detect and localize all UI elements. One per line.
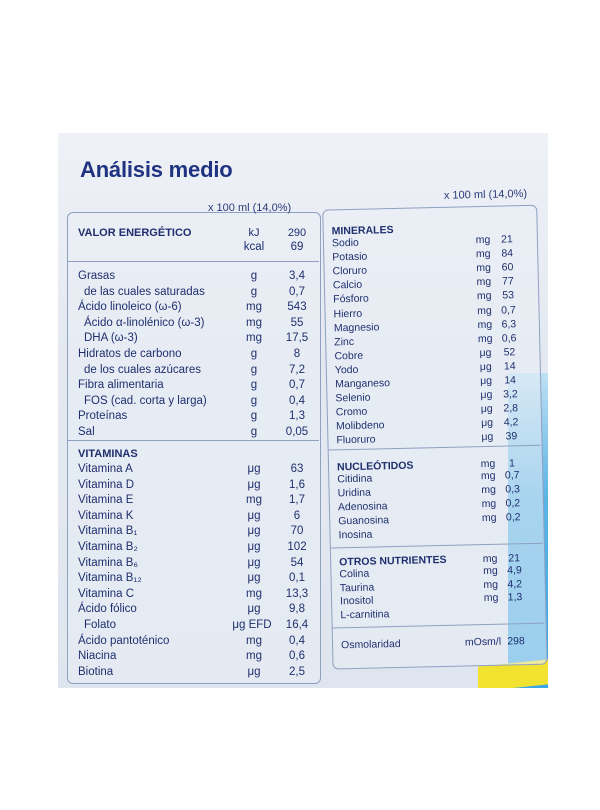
row-value: 8	[273, 347, 321, 361]
row-unit: μg	[233, 571, 275, 585]
row-unit: μg	[233, 524, 275, 538]
row-label: Guanosina	[338, 513, 389, 528]
row-value: 3,2	[499, 387, 521, 401]
row-unit: μg	[233, 540, 275, 554]
row-label: Calcio	[333, 278, 362, 293]
row-value: 55	[273, 316, 321, 330]
row-unit: mg	[233, 634, 275, 648]
row-label: Fluoruro	[336, 433, 375, 448]
row-label: L-carnitina	[340, 607, 389, 622]
row-label: Inositol	[340, 594, 374, 609]
row-label: Citidina	[337, 472, 372, 487]
row-label: Vitamina B₆	[78, 556, 138, 570]
row-unit: mg	[233, 587, 275, 601]
row-label: de las cuales saturadas	[78, 285, 205, 299]
vitamins-header: VITAMINAS	[78, 447, 138, 461]
row-label: DHA (ω-3)	[78, 331, 138, 345]
row-value: 6,3	[498, 317, 520, 331]
minerals-header: MINERALES	[332, 223, 394, 238]
row-unit: μg	[476, 402, 498, 416]
row-label: Molibdeno	[336, 419, 385, 434]
row-value: 102	[273, 540, 321, 554]
row-value: 21	[496, 232, 518, 246]
row-value: 0,7	[497, 303, 519, 317]
row-unit: μg	[476, 416, 498, 430]
row-unit: g	[233, 363, 275, 377]
energy-value: 290	[273, 226, 321, 240]
row-value: 16,4	[273, 618, 321, 632]
row-value: 60	[496, 260, 518, 274]
row-unit: μg EFD	[226, 618, 278, 632]
row-label: Cromo	[336, 405, 368, 420]
row-unit: mg	[472, 233, 494, 247]
row-value: 70	[273, 524, 321, 538]
row-value: 13,3	[273, 587, 321, 601]
row-value: 1,6	[273, 478, 321, 492]
row-value: 0,7	[501, 468, 523, 482]
nucleotides-header: NUCLEÓTIDOS	[337, 459, 414, 475]
row-label: Ácido pantoténico	[78, 634, 169, 648]
row-value: 1,7	[273, 493, 321, 507]
page-title: Análisis medio	[80, 157, 232, 183]
row-label: Fibra alimentaria	[78, 378, 164, 392]
row-value: 0,2	[502, 510, 524, 524]
row-unit: mg	[233, 649, 275, 663]
row-unit: mg	[474, 331, 496, 345]
row-label: Vitamina C	[78, 587, 134, 601]
row-label: Ácido α-linolénico (ω-3)	[78, 316, 204, 330]
row-unit: mg	[478, 497, 500, 511]
row-label: Vitamina E	[78, 493, 133, 507]
row-value: 4,9	[503, 563, 525, 577]
row-value: 2,5	[273, 665, 321, 679]
row-value: 1,3	[273, 409, 321, 423]
row-label: Hierro	[333, 306, 362, 321]
row-unit: mg	[233, 316, 275, 330]
row-value: 39	[500, 430, 522, 444]
energy-unit: kJ	[233, 226, 275, 240]
row-value: 54	[273, 556, 321, 570]
osmolarity-unit: mOsm/l	[463, 635, 503, 650]
osmolarity-value: 298	[505, 634, 527, 648]
row-value: 0,3	[501, 482, 523, 496]
row-label: Folato	[78, 618, 116, 632]
row-value: 53	[497, 289, 519, 303]
row-value: 63	[273, 462, 321, 476]
row-label: Colina	[339, 567, 369, 582]
row-label: Ácido linoleico (ω-6)	[78, 300, 182, 314]
energy-header: VALOR ENERGÉTICO	[78, 226, 191, 240]
row-value: 0,05	[273, 425, 321, 439]
row-unit: g	[233, 285, 275, 299]
row-unit: g	[233, 378, 275, 392]
row-label: Vitamina B₁₂	[78, 571, 142, 585]
row-value: 0,6	[273, 649, 321, 663]
row-label: Selenio	[335, 391, 370, 406]
row-value: 0,6	[498, 331, 520, 345]
nucleotides-unit: mg	[477, 457, 499, 471]
row-value: 4,2	[500, 415, 522, 429]
row-unit: μg	[475, 360, 497, 374]
row-label: Vitamina A	[78, 462, 133, 476]
row-value: 0,2	[502, 496, 524, 510]
row-value: 52	[498, 345, 520, 359]
row-value: 84	[496, 246, 518, 260]
row-label: Sodio	[332, 236, 359, 251]
row-label: Grasas	[78, 269, 115, 283]
row-unit: g	[233, 394, 275, 408]
row-value: 0,7	[273, 378, 321, 392]
per-100ml-label-right: x 100 ml (14,0%)	[444, 188, 527, 202]
row-value: 0,1	[273, 571, 321, 585]
row-unit: μg	[233, 462, 275, 476]
row-unit: mg	[233, 300, 275, 314]
row-value: 4,2	[504, 577, 526, 591]
energy-unit: kcal	[233, 240, 275, 254]
row-value: 7,2	[273, 363, 321, 377]
row-unit: g	[233, 269, 275, 283]
row-label: de los cuales azúcares	[78, 363, 201, 377]
row-value: 0,4	[273, 394, 321, 408]
row-unit: mg	[233, 331, 275, 345]
row-label: FOS (cad. corta y larga)	[78, 394, 207, 408]
row-unit: mg	[479, 564, 501, 578]
row-label: Vitamina B₂	[78, 540, 138, 554]
row-value: 2,8	[500, 401, 522, 415]
row-value: 543	[273, 300, 321, 314]
row-value: 0,7	[273, 285, 321, 299]
row-value: 3,4	[273, 269, 321, 283]
row-unit: g	[233, 347, 275, 361]
row-label: Vitamina K	[78, 509, 133, 523]
row-value: 9,8	[273, 602, 321, 616]
row-unit: mg	[477, 483, 499, 497]
row-label: Cobre	[334, 349, 363, 364]
row-unit: μg	[475, 374, 497, 388]
row-unit: mg	[473, 303, 495, 317]
row-unit: mg	[474, 317, 496, 331]
row-value: 1,3	[504, 590, 526, 604]
row-label: Manganeso	[335, 376, 390, 391]
row-unit: μg	[233, 556, 275, 570]
row-label: Adenosina	[338, 499, 388, 514]
row-value: 77	[497, 274, 519, 288]
minerals-list	[0, 0, 590, 10]
row-label: Proteínas	[78, 409, 127, 423]
row-unit: μg	[233, 478, 275, 492]
row-unit: g	[233, 409, 275, 423]
row-unit: mg	[473, 289, 495, 303]
row-label: Ácido fólico	[78, 602, 137, 616]
row-value: 14	[499, 359, 521, 373]
other-nutrients-header: OTROS NUTRIENTES	[339, 553, 447, 569]
row-label: Magnesio	[334, 320, 380, 335]
row-label: Niacina	[78, 649, 116, 663]
row-unit: μg	[233, 509, 275, 523]
row-unit: μg	[233, 665, 275, 679]
energy-value: 69	[273, 240, 321, 254]
row-label: Zinc	[334, 335, 354, 349]
row-unit: mg	[473, 275, 495, 289]
row-unit: mg	[472, 247, 494, 261]
row-value: 14	[499, 373, 521, 387]
row-unit: μg	[474, 345, 496, 359]
row-label: Inosina	[338, 528, 372, 543]
row-label: Fósforo	[333, 292, 369, 307]
row-label: Hidratos de carbono	[78, 347, 182, 361]
other-nutrients-list	[0, 0, 590, 10]
row-label: Cloruro	[332, 264, 367, 279]
row-unit: mg	[480, 577, 502, 591]
row-unit: mg	[478, 511, 500, 525]
row-value: 6	[273, 509, 321, 523]
row-unit: mg	[472, 261, 494, 275]
row-unit: mg	[477, 469, 499, 483]
row-label: Yodo	[335, 363, 359, 378]
row-label: Biotina	[78, 665, 113, 679]
row-unit: mg	[480, 591, 502, 605]
row-unit: g	[233, 425, 275, 439]
row-unit: mg	[233, 493, 275, 507]
row-label: Sal	[78, 425, 95, 439]
row-unit: μg	[475, 388, 497, 402]
row-label: Vitamina B₁	[78, 524, 137, 538]
row-value: 17,5	[273, 331, 321, 345]
row-label: Potasio	[332, 250, 367, 265]
per-100ml-label-left: x 100 ml (14,0%)	[208, 202, 291, 214]
nucleotides-value: 1	[501, 456, 523, 470]
nucleotides-list	[0, 0, 590, 10]
row-label: Vitamina D	[78, 478, 134, 492]
other-nutrients-unit: mg	[479, 552, 501, 566]
row-label: Taurina	[340, 580, 375, 595]
row-unit: μg	[476, 430, 498, 444]
row-label: Uridina	[337, 486, 371, 501]
osmolarity-label: Osmolaridad	[341, 637, 401, 652]
row-value: 0,4	[273, 634, 321, 648]
other-nutrients-value: 21	[503, 551, 525, 565]
row-unit: μg	[233, 602, 275, 616]
